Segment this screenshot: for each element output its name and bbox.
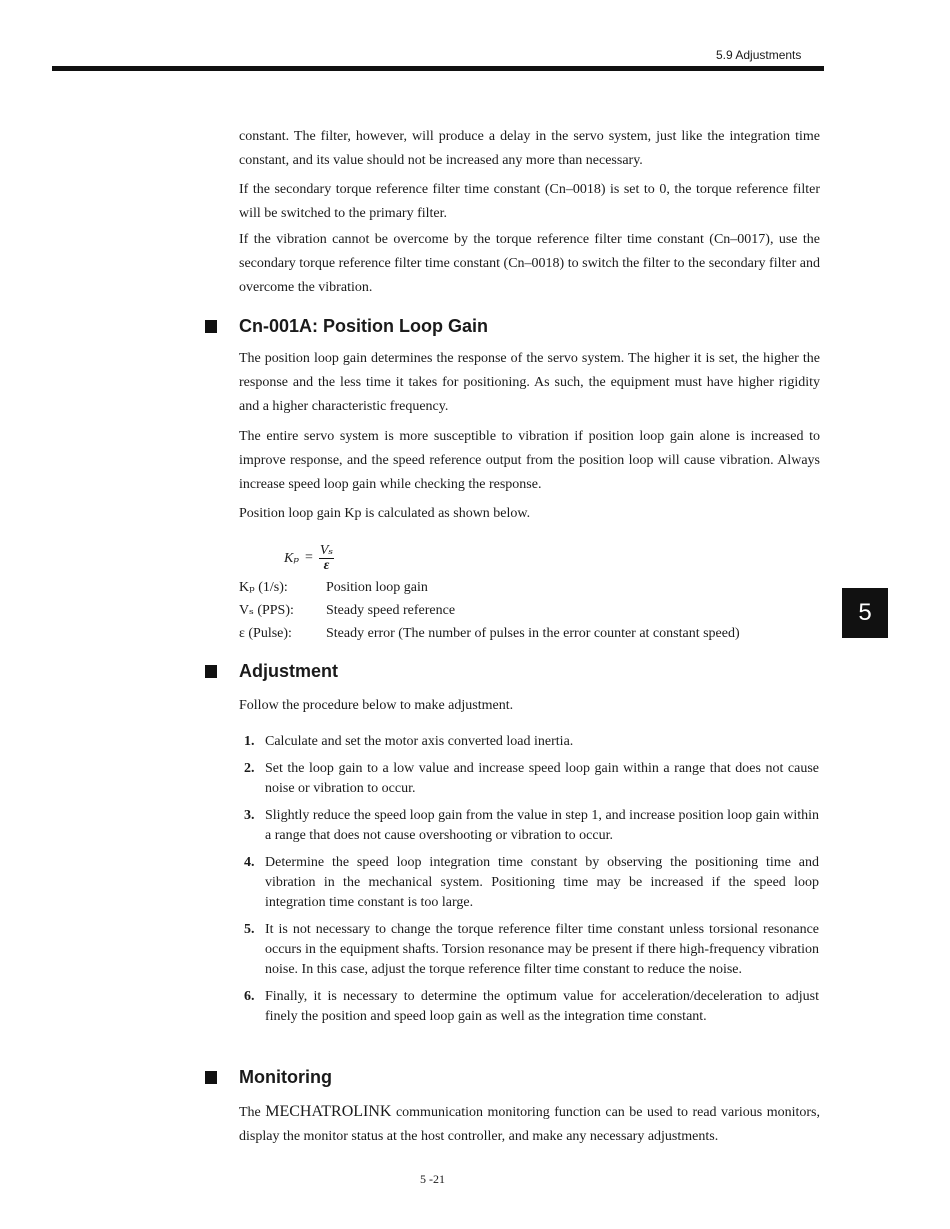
step-text: Finally, it is necessary to determine the optimum value for acceleration/deceleration to adjust finely the position and speed loop gain as well as the integration time constant. xyxy=(265,989,819,1024)
heading-bullet-icon xyxy=(205,320,217,333)
monitoring-text: communication monitoring function can be used to read various monitors, display the monitor status at the host controller, and make any necessary adjustments. xyxy=(239,1105,820,1144)
step-number: 1. xyxy=(244,734,255,749)
step-number: 5. xyxy=(244,922,255,937)
formula-lhs: Kₚ xyxy=(284,550,299,566)
step-number: 6. xyxy=(244,989,255,1004)
definition-description: Steady speed reference xyxy=(326,603,456,618)
heading-text: Monitoring xyxy=(239,1066,332,1087)
step-text: Slightly reduce the speed loop gain from the value in step 1, and increase position loop gain within a range that does not cause overshooting or vibration to occur. xyxy=(265,808,819,843)
formula-equals: = xyxy=(304,550,313,565)
heading-bullet-icon xyxy=(205,1071,217,1084)
step-number: 4. xyxy=(244,855,255,870)
list-item xyxy=(239,806,819,846)
definition-term: Kₚ (1/s): xyxy=(239,580,288,595)
definition-row xyxy=(239,599,820,622)
step-number: 3. xyxy=(244,808,255,823)
step-text: Calculate and set the motor axis converted load inertia. xyxy=(265,734,574,749)
list-item xyxy=(239,920,819,980)
running-header: 5.9 Adjustments xyxy=(716,48,802,62)
list-item xyxy=(239,732,819,752)
brand-name: MECHATROLINK xyxy=(265,1103,392,1120)
heading-adjustment xyxy=(205,658,805,684)
step-text: Determine the speed loop integration time constant by observing the positioning time and vibration in the mechanical system. Positioning time may be increased if the speed loop integration time constant is too large. xyxy=(265,855,819,910)
monitoring-lead: The xyxy=(239,1105,266,1120)
formula-denominator: ε xyxy=(323,558,330,573)
heading-monitoring xyxy=(205,1064,805,1090)
formula-fraction xyxy=(319,543,334,573)
monitoring-paragraph xyxy=(239,1100,820,1149)
definition-description: Position loop gain xyxy=(326,580,428,595)
list-item xyxy=(239,853,819,913)
formula-definitions xyxy=(239,576,820,645)
definition-term: Vₛ (PPS): xyxy=(239,603,294,618)
adjustment-steps xyxy=(239,732,819,1034)
position-loop-paragraph-3: Position loop gain Kp is calculated as shown below. xyxy=(239,506,531,521)
list-item xyxy=(239,759,819,799)
list-item xyxy=(239,987,819,1027)
intro-paragraph-2: If the secondary torque reference filter time constant (Cn–0018) is set to 0, the torque reference filter will be switched to the primary filter. xyxy=(239,182,820,221)
formula-numerator: Vₛ xyxy=(319,543,334,558)
intro-paragraph-1: constant. The filter, however, will produce a delay in the servo system, just like the integration time constant, and its value should not be increased any more than necessary. xyxy=(239,129,820,168)
heading-position-loop-gain xyxy=(205,313,805,339)
definition-term: ε (Pulse): xyxy=(239,626,292,641)
chapter-tab: 5 xyxy=(842,588,888,638)
heading-bullet-icon xyxy=(205,665,217,678)
page-number: 5 -21 xyxy=(420,1172,445,1186)
position-loop-paragraph-1: The position loop gain determines the response of the servo system. The higher it is set, the higher the response and the less time it takes for positioning. As such, the equipment must have higher rigidity and a higher characteristic frequency. xyxy=(239,351,820,414)
heading-text: Cn-001A: Position Loop Gain xyxy=(239,315,489,336)
header-rule xyxy=(52,66,824,71)
position-loop-paragraph-2: The entire servo system is more susceptible to vibration if position loop gain alone is increased to improve response, and the speed reference output from the position loop will cause vibration. Always increase speed loop gain while checking the response. xyxy=(239,429,820,492)
kp-formula xyxy=(284,536,334,580)
step-number: 2. xyxy=(244,761,255,776)
definition-row xyxy=(239,576,820,599)
intro-paragraph-3: If the vibration cannot be overcome by the torque reference filter time constant (Cn–0017), use the secondary torque reference filter time constant (Cn–0018) to switch the filter to the secondary filter and overcome the vibration. xyxy=(239,232,820,295)
definition-description: Steady error (The number of pulses in the error counter at constant speed) xyxy=(326,626,740,641)
heading-text: Adjustment xyxy=(239,660,338,681)
definition-row xyxy=(239,622,820,645)
step-text: It is not necessary to change the torque reference filter time constant unless torsional resonance occurs in the equipment shafts. Torsion resonance may be present if there high-frequency vibration noise. In this case, adjust the torque reference filter time constant to reduce the noise. xyxy=(265,922,819,977)
step-text: Set the loop gain to a low value and increase speed loop gain within a range that does not cause noise or vibration to occur. xyxy=(265,761,819,796)
adjustment-intro: Follow the procedure below to make adjustment. xyxy=(239,698,514,713)
